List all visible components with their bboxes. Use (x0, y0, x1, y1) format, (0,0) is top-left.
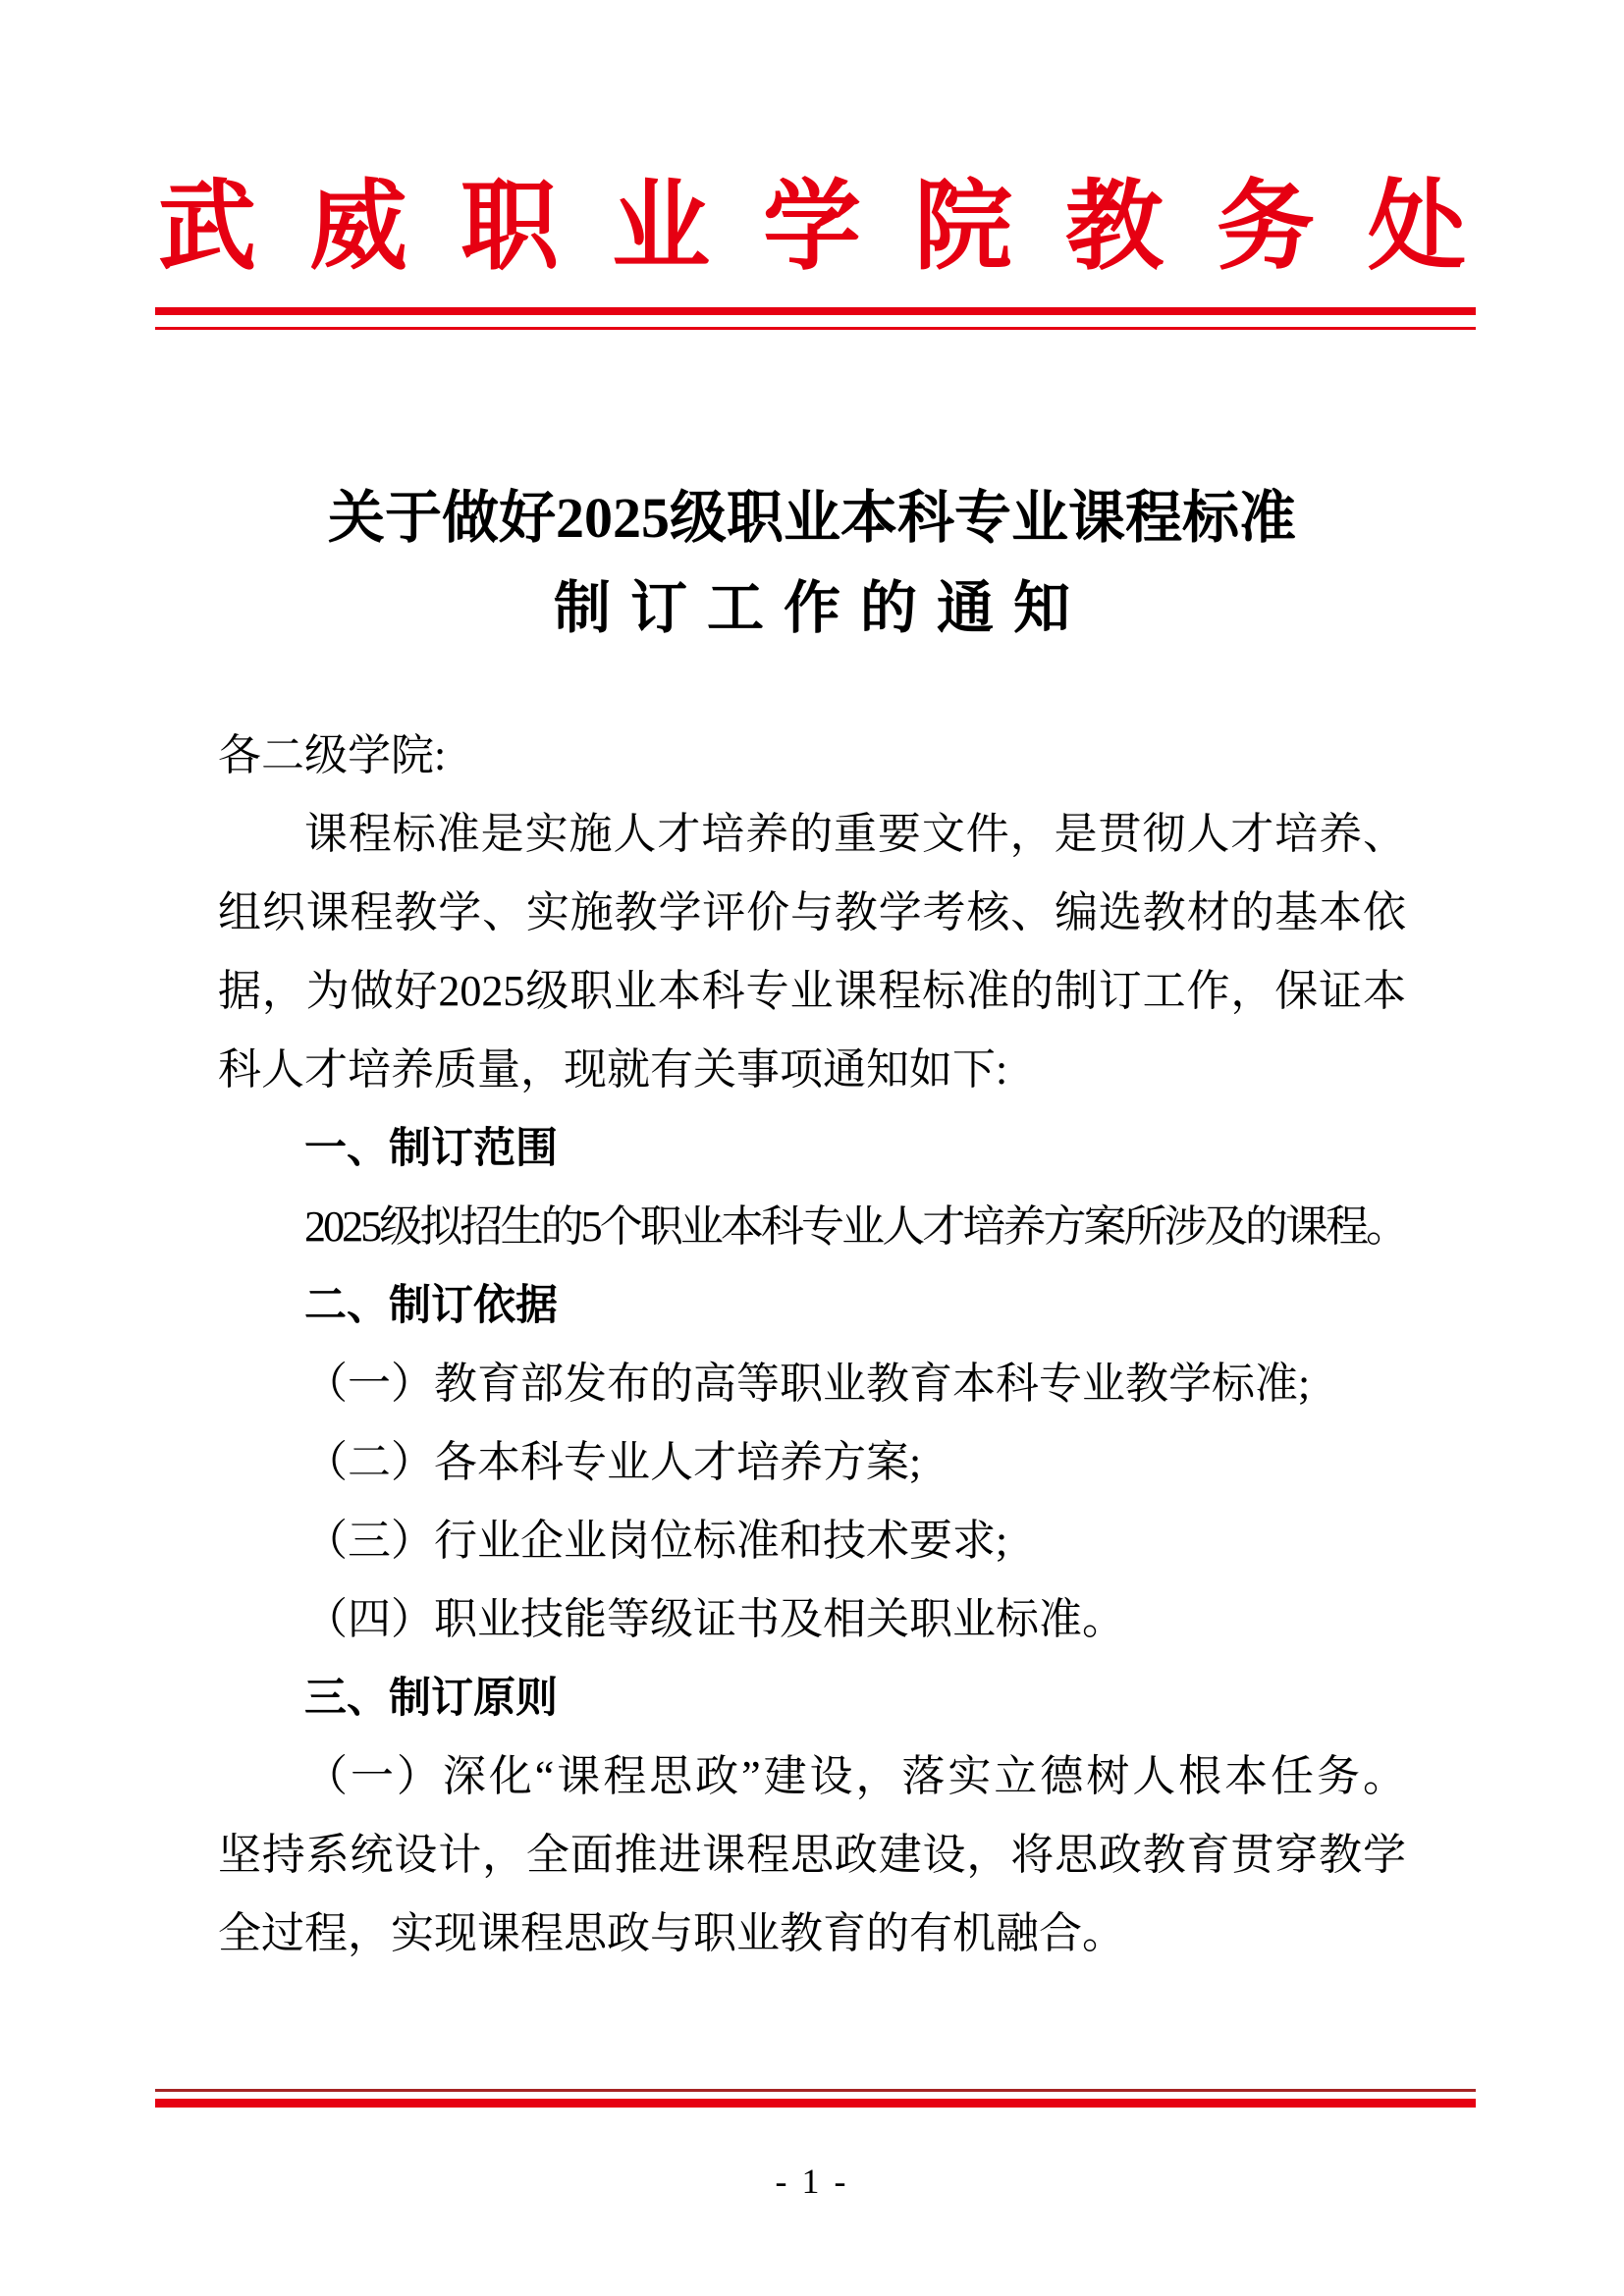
document-body (218, 717, 1406, 1973)
doc-line-heading: 三、制订原则 (304, 1675, 558, 1722)
doc-line-list-item: （二）各本科专业人才培养方案; (304, 1438, 922, 1486)
document-title (0, 473, 1624, 654)
doc-line-list-item: （三）行业企业岗位标准和技术要求; (304, 1517, 1008, 1565)
doc-line-paragraph: 科人才培养质量，现就有关事项通知如下: (218, 1045, 1008, 1094)
document-title-line-2: 制订工作的通知 (553, 576, 1090, 640)
doc-line-paragraph: 课程标准是实施人才培养的重要文件，是贯彻人才培养、 (304, 810, 1406, 858)
doc-line-paragraph: （一）深化“课程思政”建设，落实立德树人根本任务。 (304, 1752, 1406, 1800)
page-number: - 1 - (775, 2162, 849, 2201)
doc-line-list-item: （一）教育部发布的高等职业教育本科专业教学标准; (304, 1360, 1311, 1408)
doc-line-salutation: 各二级学院: (218, 731, 447, 779)
doc-line-paragraph: 2025级拟招生的5个职业本科专业人才培养方案所涉及的课程。 (304, 1202, 1407, 1251)
letterhead-title: 武威职业学院教务处 (158, 173, 1519, 282)
header-separator-thin (155, 327, 1476, 330)
doc-line-list-item: （四）职业技能等级证书及相关职业标准。 (304, 1595, 1125, 1643)
doc-line-heading: 一、制订范围 (304, 1125, 558, 1172)
footer-separator-thin (155, 2089, 1476, 2092)
document-title-line-1: 关于做好2025级职业本科专业课程标准 (327, 486, 1296, 550)
doc-line-paragraph: 据，为做好2025级职业本科专业课程标准的制订工作，保证本 (218, 967, 1406, 1015)
doc-line-paragraph: 坚持系统设计，全面推进课程思政建设，将思政教育贯穿教学 (218, 1831, 1406, 1879)
doc-line-paragraph: 全过程，实现课程思政与职业教育的有机融合。 (218, 1909, 1125, 1957)
footer-separator-thick (155, 2099, 1476, 2108)
doc-line-heading: 二、制订依据 (304, 1282, 558, 1329)
doc-line-paragraph: 组织课程教学、实施教学评价与教学考核、编选教材的基本依 (218, 888, 1406, 936)
header-separator-thick (155, 307, 1476, 315)
